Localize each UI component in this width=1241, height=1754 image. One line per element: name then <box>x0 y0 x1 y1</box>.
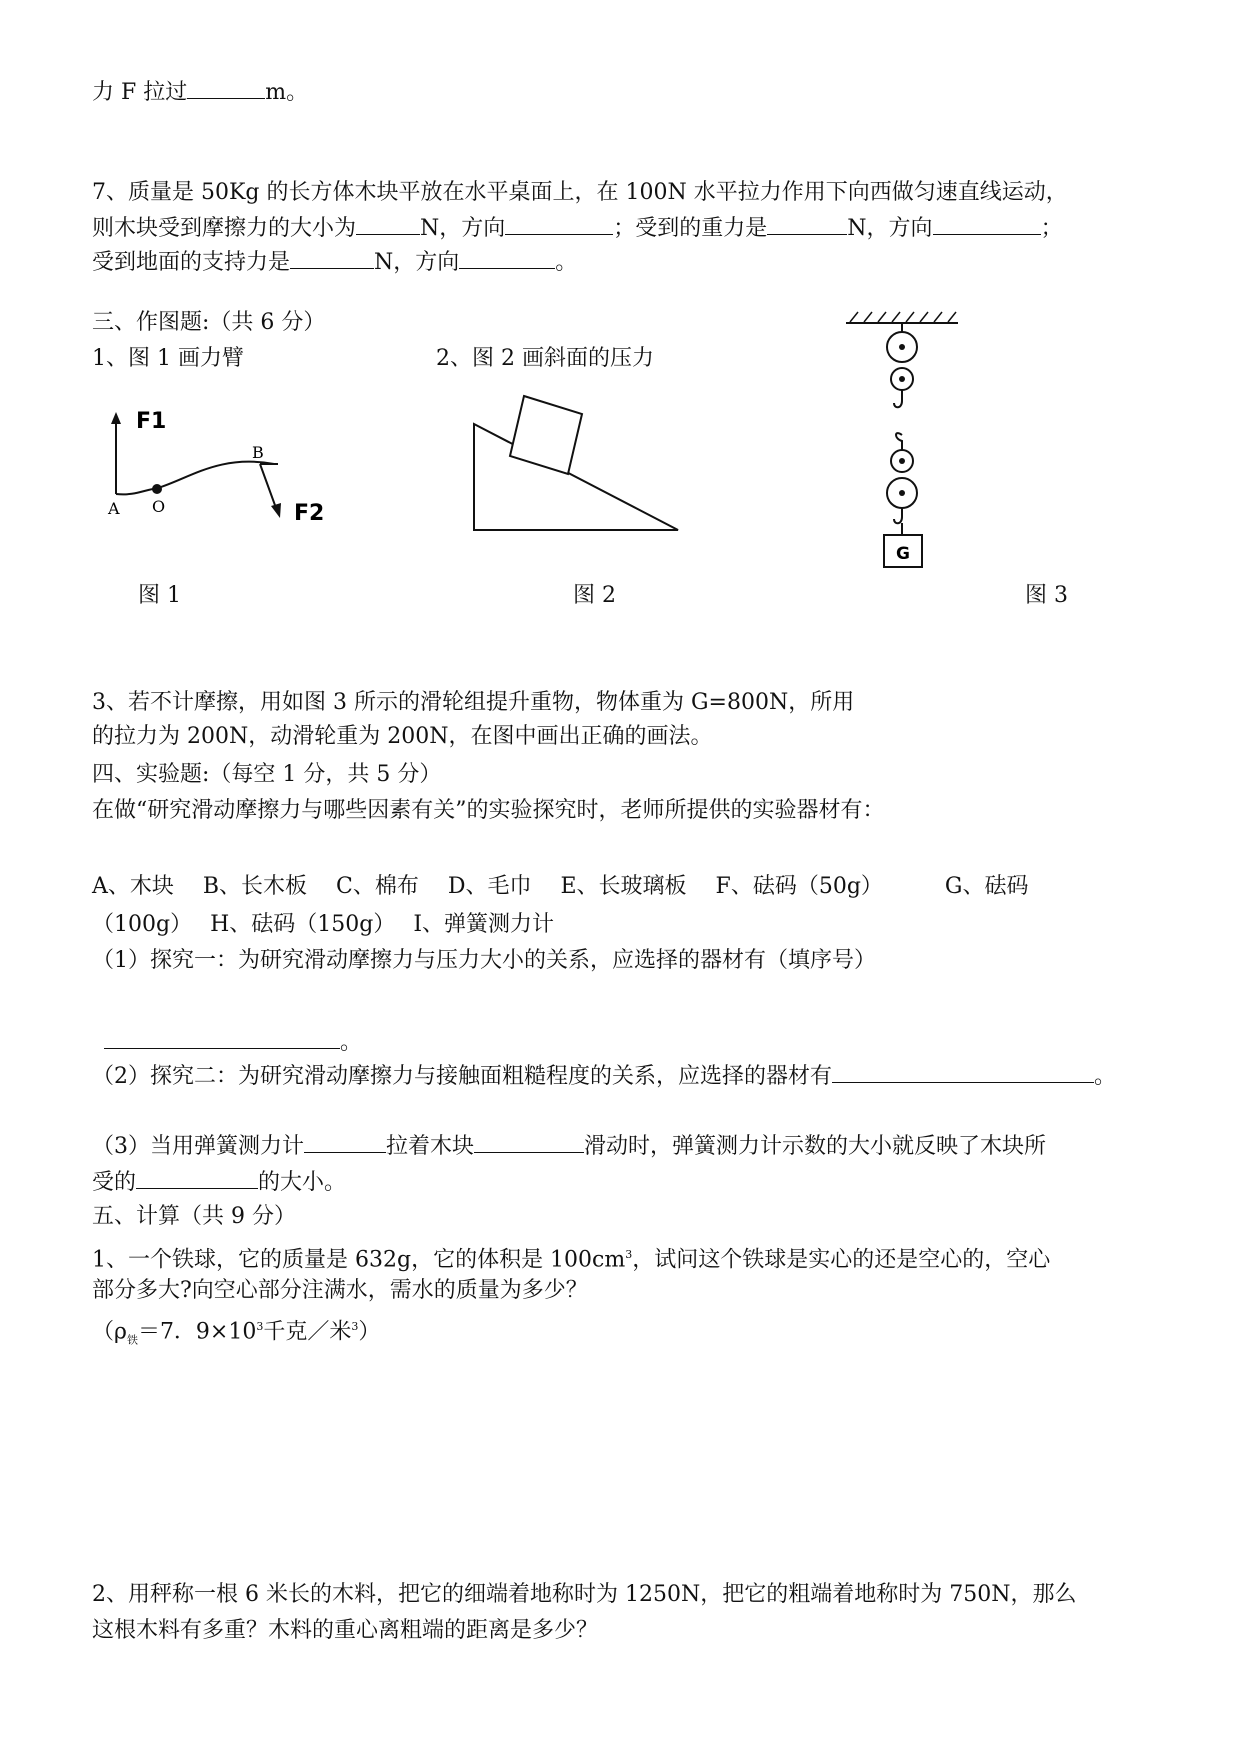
section4-title: 四、实验题:（每空 1 分，共 5 分） <box>92 762 442 787</box>
sec3-q3-line2: 的拉力为 200N，动滑轮重为 200N，在图中画出正确的画法。 <box>92 724 713 749</box>
sec5-q1-line1: 1、一个铁球，它的质量是 632g，它的体积是 $100cm^3$，试问这个铁球是实心的还是空心的，空心 <box>92 1247 1051 1273</box>
figure-3-caption: 图 3 <box>1025 583 1068 608</box>
answer-blank[interactable] <box>304 1130 386 1153</box>
answer-blank[interactable] <box>356 212 420 235</box>
section5-title: 五、计算（共 9 分） <box>92 1204 296 1229</box>
sec5-q2-line2: 这根木料有多重？木料的重心离粗端的距离是多少？ <box>92 1618 599 1643</box>
prev-question-tail: 力 F 拉过 m。 <box>92 76 308 108</box>
answer-blank[interactable] <box>104 1026 340 1049</box>
answer-blank[interactable] <box>767 212 847 235</box>
figure-2-caption: 图 2 <box>573 583 616 608</box>
sec4-part3-line2: 受的 的大小。 <box>92 1166 346 1198</box>
sec4-part2: （2）探究二：为研究滑动摩擦力与接触面粗糙程度的关系，应选择的器材有 。 <box>92 1060 1116 1092</box>
answer-blank[interactable] <box>933 212 1041 235</box>
label-a: A <box>108 499 120 518</box>
figure-3-pulley-system <box>840 305 970 595</box>
sec4-part1-answer: 。 <box>104 1026 362 1058</box>
answer-blank[interactable] <box>459 246 555 269</box>
sec3-q3-line1: 3、若不计摩擦，用如图 3 所示的滑轮组提升重物，物体重为 G=800N，所用 <box>92 690 855 715</box>
section3-title: 三、作图题:（共 6 分） <box>92 310 326 335</box>
sec5-q1-density: （$\rho_铁=7$．$9\times 10^3$千克／米$^3$） <box>92 1319 381 1347</box>
sec4-materials-line2: （100g） H、砝码（150g） I、弹簧测力计 <box>92 912 555 937</box>
sec4-intro: 在做“研究滑动摩擦力与哪些因素有关”的实验探究时，老师所提供的实验器材有： <box>92 798 885 823</box>
label-f2: F2 <box>294 501 325 526</box>
q7-line2: 则木块受到摩擦力的大小为 N，方向 ；受到的重力是 N，方向 ； <box>92 212 1063 244</box>
sec5-q2-line1: 2、用秤称一根 6 米长的木料，把它的细端着地称时为 1250N，把它的粗端着地称时为 750N，那么 <box>92 1582 1077 1607</box>
answer-blank[interactable] <box>832 1060 1094 1083</box>
answer-blank[interactable] <box>290 246 374 269</box>
q7-line3: 受到地面的支持力是 N，方向 。 <box>92 246 577 278</box>
figure-2-incline <box>470 380 690 540</box>
answer-blank[interactable] <box>136 1166 258 1189</box>
sec4-materials-line1: A、木块 B、长木板 C、棉布 D、毛巾 E、长玻璃板 F、砝码（50g） G、砝码 <box>92 874 1029 899</box>
q7-line1: 7、质量是 50Kg 的长方体木块平放在水平桌面上，在 100N 水平拉力作用下向西做匀速直线运动， <box>92 180 1068 205</box>
sec4-part1: （1）探究一：为研究滑动摩擦力与压力大小的关系，应选择的器材有（填序号） <box>92 948 876 973</box>
answer-blank[interactable] <box>474 1130 584 1153</box>
sec5-q1-line2: 部分多大?向空心部分注满水，需水的质量为多少？ <box>92 1278 588 1303</box>
sec3-q1: 1、图 1 画力臂 <box>92 346 244 371</box>
sec4-part3-line1: （3）当用弹簧测力计 拉着木块 滑动时，弹簧测力计示数的大小就反映了木块所 <box>92 1130 1046 1162</box>
figure-1-caption: 图 1 <box>138 583 181 608</box>
label-b: B <box>252 443 264 462</box>
label-o: O <box>152 497 166 516</box>
label-f1: F1 <box>136 409 167 434</box>
sec3-q2: 2、图 2 画斜面的压力 <box>436 346 654 371</box>
label-g: G <box>896 544 910 564</box>
figure-1-lever <box>100 400 360 530</box>
answer-blank[interactable] <box>505 212 613 235</box>
